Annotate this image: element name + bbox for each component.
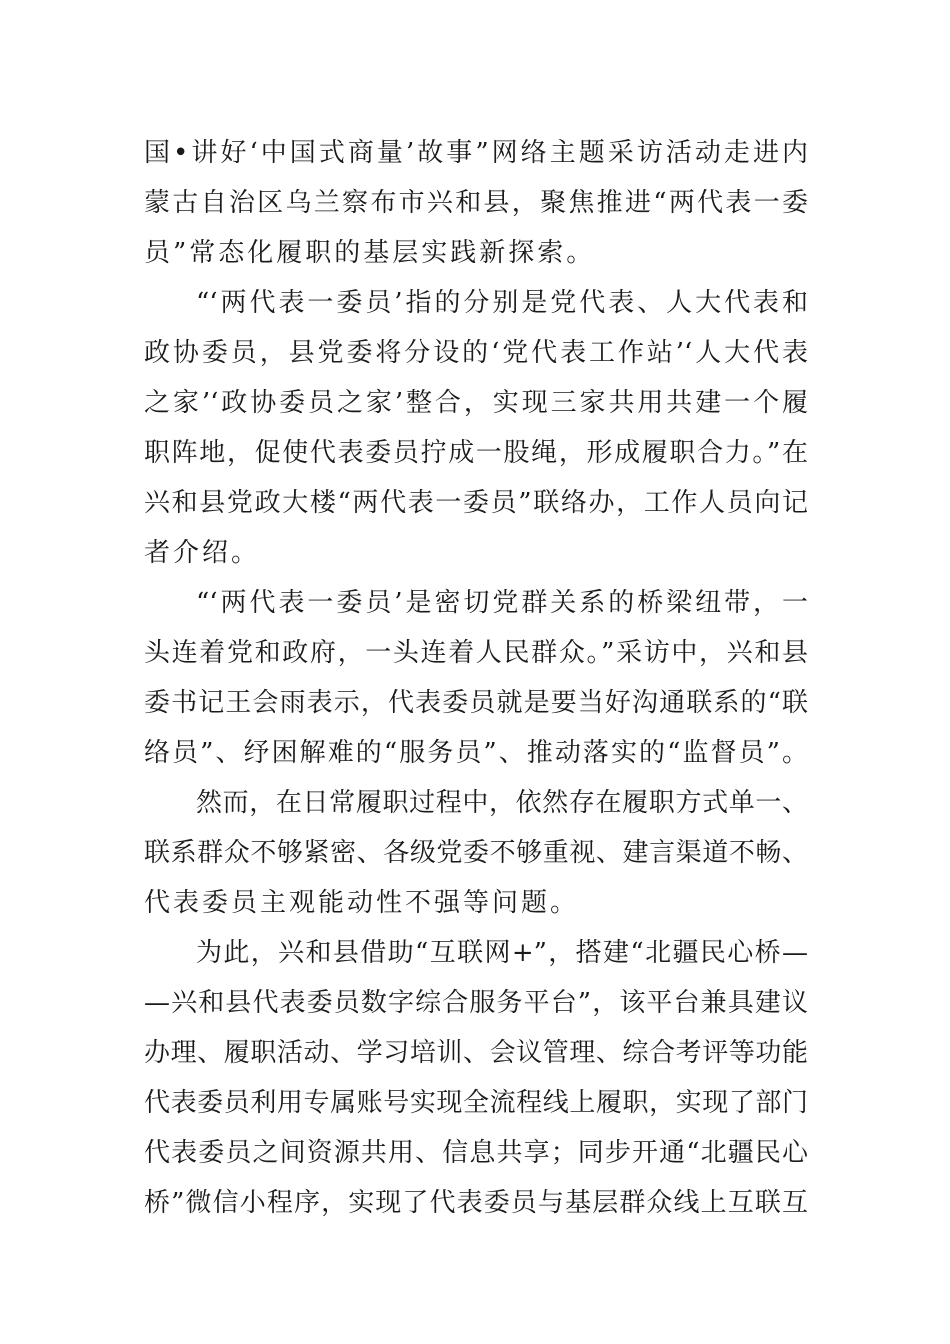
paragraph-2-line-2: 政协委员，县党委将分设的‘党代表工作站’‘人大代表 (144, 338, 808, 368)
paragraph-4-line-3: 代表委员主观能动性不强等问题。 (144, 888, 580, 918)
paragraph-3-line-4: 络员”、纾困解难的“服务员”、推动落实的“监督员”。 (144, 738, 808, 768)
paragraph-2-line-4: 职阵地，促使代表委员拧成一股绳，形成履职合力。”在 (144, 438, 808, 468)
paragraph-5-line-2: —兴和县代表委员数字综合服务平台”，该平台兼具建议 (144, 988, 808, 1018)
paragraph-5-line-5: 代表委员之间资源共用、信息共享；同步开通“北疆民心 (144, 1138, 808, 1168)
paragraph-5-line-4: 代表委员利用专属账号实现全流程线上履职，实现了部门 (144, 1088, 808, 1118)
paragraph-3-line-3: 委书记王会雨表示，代表委员就是要当好沟通联系的“联 (144, 688, 808, 718)
paragraph-4-line-2: 联系群众不够紧密、各级党委不够重视、建言渠道不畅、 (144, 838, 808, 868)
paragraph-2-line-6: 者介绍。 (144, 538, 261, 568)
paragraph-4-line-1: 然而，在日常履职过程中，依然存在履职方式单一、 (196, 788, 808, 818)
paragraph-2-line-1: “‘两代表一委员’指的分别是党代表、人大代表和 (196, 288, 808, 318)
paragraph-1-line-2: 蒙古自治区乌兰察布市兴和县，聚焦推进“两代表一委 (144, 188, 808, 218)
paragraph-2-line-5: 兴和县党政大楼“两代表一委员”联络办，工作人员向记 (144, 488, 808, 518)
paragraph-2-line-3: 之家’‘政协委员之家’整合，实现三家共用共建一个履 (144, 388, 808, 418)
paragraph-3-line-1: “‘两代表一委员’是密切党群关系的桥梁纽带，一 (196, 588, 808, 618)
paragraph-1-line-1: 国•讲好‘中国式商量’故事”网络主题采访活动走进内 (144, 138, 808, 168)
paragraph-5-line-1: 为此，兴和县借助“互联网+”，搭建“北疆民心桥— (196, 938, 808, 968)
paragraph-5-line-6: 桥”微信小程序，实现了代表委员与基层群众线上互联互 (144, 1188, 808, 1218)
paragraph-5-line-3: 办理、履职活动、学习培训、会议管理、综合考评等功能 (144, 1038, 808, 1068)
paragraph-1-line-3: 员”常态化履职的基层实践新探索。 (144, 238, 596, 268)
paragraph-3-line-2: 头连着党和政府，一头连着人民群众。”采访中，兴和县 (144, 638, 808, 668)
